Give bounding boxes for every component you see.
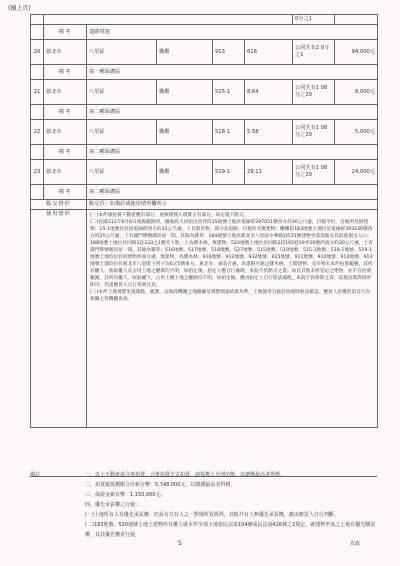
note-label: 備考 — [44, 25, 87, 40]
price-cell: 24,000元 — [335, 160, 378, 185]
county-cell: 新北市 — [44, 160, 87, 185]
item-number: 22 — [31, 120, 44, 145]
note-value: 第二種保護區 — [87, 145, 378, 160]
item-number: 20 — [31, 40, 44, 65]
usage-paragraph: (三)本件土地實際坐落地點、範圍，以地政機關之地籍圖及實際測量結果為準，土地使用分區於拍賣時無法確認，應買人於應買前自行向相關主管機關查詢。 — [90, 290, 371, 302]
note-item: (二)183地號、520地號土地上建物所有權人就本件全部土地依民法第104條或民法第426條之2規定，就建物坐落之土地有優先購買權，其員優先權者行使， — [85, 522, 376, 538]
share-cell: 0分之1 — [293, 15, 335, 25]
page-number: 5 — [178, 540, 182, 547]
note-item: 一、以上不動產請合併拍賣，合併拍賣方式拍賣，請投標人分別出價，以總價最高者得標。 — [85, 472, 286, 478]
share-cell: 公同共有1 08分之29 — [293, 120, 335, 145]
relation-label: 點交情形 — [31, 200, 87, 210]
note-label: 備考 — [44, 105, 87, 120]
note-label: 備考 — [44, 65, 87, 80]
note-label: 備考 — [44, 145, 87, 160]
area-cell: 5.58 — [245, 120, 293, 145]
section-cell: 楓櫃 — [157, 160, 213, 185]
price-cell: 5,000元 — [335, 120, 378, 145]
table-row — [31, 160, 378, 185]
section-cell: 楓櫃 — [157, 80, 213, 105]
notes-label: 備註 — [30, 472, 41, 478]
area-cell: 618 — [245, 40, 293, 65]
table-row — [31, 25, 378, 40]
district-cell: 八里區 — [87, 40, 157, 65]
note-value: 道路用地 — [87, 25, 378, 40]
table-row — [31, 105, 378, 120]
share-cell: 公同共有1 08分之29 — [293, 80, 335, 105]
lot-cell: 519-1 — [213, 160, 245, 185]
empty-cell — [31, 65, 44, 80]
district-cell: 八里區 — [87, 80, 157, 105]
note-value: 第二種保護區 — [87, 185, 378, 200]
table-row — [31, 120, 378, 145]
district-cell: 八里區 — [87, 160, 157, 185]
usage-text — [87, 210, 378, 428]
note-item: 三、保證金新台幣：1,150,000元。 — [85, 492, 166, 498]
table-row — [31, 185, 378, 200]
auction-lot-table — [30, 14, 378, 428]
area-cell: 8.64 — [245, 80, 293, 105]
usage-paragraph: (二)民國111年6月6日現場履勘時，據地政人員指出普坪段15地號土地於電線桿297051號西方約30公尺處，目視平坦，目視所及無建物；15-1地號位於同電線桿西方約15公尺處，上有農作物，部分為道路，目視所及無建物；楓櫃段183地號土地位於電線桿393236號西方約25公尺處，上有鑄門牌號碼房屋一間，其餘為雜草；184地號土地為新北市八里區中華路2段21號建物坐落基地及其前庭與出入口；188地號土地位於同路1段333之1號旁土地，上為雜木林，無建物；520地號土地位於同路2段165巷19弄16號西南方約30公尺處，上有鑄門牌號碼房屋一間，其餘為雜草；516地號、517地號、518地號、527地號、515地號、519地號、515-1地號、518-1地號、519-1地號土地均位於同建物西南方處，無建物，為雜木林；916地號、912地號、932地號、915地號、911地號、910地號、914地號、913地號土地均位於新北市八里區下罟子坑6之5號東方、東北方、東南方處，為道路可通之雜木林，上開建物、及存物未本件拍賣範圍，其所有權人、收取權人及占用土地之權源均不明，如拍定後，拍定人應自行處理，本院不負點交之責。如有其他未經登記之建物，亦不在拍賣範圍，其所有權人、收取權人，占用上開土地之權源均不明，如拍定後，應由拍定人自行依法處理，本院不負排除之責；依現況實際情形即可。仍請應買人自行查明注意。 — [90, 220, 373, 288]
empty-cell — [335, 15, 378, 25]
empty-cell — [31, 25, 44, 40]
table-row — [31, 80, 378, 105]
empty-cell — [31, 105, 44, 120]
price-cell: 8,000元 — [335, 80, 378, 105]
lot-cell: 515-1 — [213, 80, 245, 105]
notes-body — [85, 470, 377, 540]
lot-cell: 913 — [213, 40, 245, 65]
item-number: 23 — [31, 160, 44, 185]
share-cell: 公同共有2 0分之1 — [293, 40, 335, 65]
note-item: 四、優先承買權之行使： — [85, 502, 141, 508]
lot-cell: 518-1 — [213, 120, 245, 145]
section-cell: 楓櫃 — [157, 40, 213, 65]
table-row — [31, 65, 378, 80]
relation-value: 點交否：如備註或使用情形欄所示 — [87, 200, 378, 210]
empty-cell — [31, 15, 44, 25]
district-cell: 八里區 — [87, 120, 157, 145]
county-cell: 新北市 — [44, 120, 87, 145]
note-item: (一)土地所有人有優先承買權：於訴有共有人之一對場所買拆得，其餘共有人無優先承買權，應由應買人自行判斷。 — [85, 512, 339, 518]
price-cell: 94,000元 — [335, 40, 378, 65]
empty-cell — [31, 185, 44, 200]
empty-cell — [44, 15, 293, 25]
table-row — [31, 40, 378, 65]
note-label: 備考 — [44, 185, 87, 200]
item-number: 21 — [31, 80, 44, 105]
continuation-label: (續上頁) — [8, 5, 31, 12]
note-item: 二、拍賣最低價額合計新台幣：5,748,000元，以總價最高者得標。 — [85, 482, 236, 488]
usage-row — [31, 210, 378, 428]
section-cell: 楓櫃 — [157, 120, 213, 145]
usage-label: 使用情形 — [31, 210, 87, 428]
usage-paragraph: (一)本件係拍賣不動產應有部分，查無債務人現實占有部分，故定現不點交。 — [90, 213, 249, 218]
table-row — [31, 145, 378, 160]
relation-row — [31, 200, 378, 210]
share-cell: 公同共有1 08分之29 — [293, 160, 335, 185]
county-cell: 新北市 — [44, 40, 87, 65]
table-row — [31, 15, 378, 25]
county-cell: 新北市 — [44, 80, 87, 105]
area-cell: 29.11 — [245, 160, 293, 185]
page-stamp: 肖政 — [350, 541, 361, 547]
empty-cell — [31, 145, 44, 160]
note-value: 第二種保護區 — [87, 105, 378, 120]
note-value: 第一種保護區 — [87, 65, 378, 80]
